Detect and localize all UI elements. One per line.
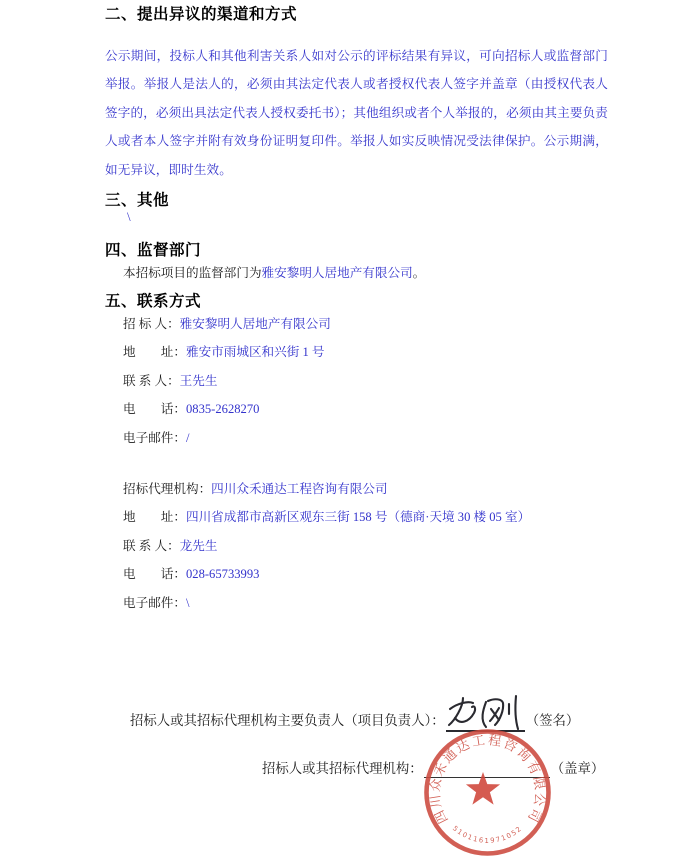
tenderer-contact-block <box>123 316 331 458</box>
agency-contactperson-row <box>123 538 530 554</box>
section-heading-contacts: 五、联系方式 <box>105 293 202 310</box>
section-heading-supervisor: 四、监督部门 <box>105 242 202 259</box>
objection-paragraph: 公示期间，投标人和其他利害关系人如对公示的评标结果有异议，可向招标人或监督部门举报。举报人是法人的，必须由其法定代表人或者授权代表人签字并盖章（由授权代表人签字的，必须出具法定代表人授权委托书）；其他组织或者个人举报的，必须由其主要负责人或者本人签字并附有效身份证明复印件。举报人如实反映情况受法律保护。公示期满，如无异议，即时生效。 <box>105 49 608 177</box>
agency-address-value: 四川省成都市高新区观东三街 158 号（德商·天境 30 楼 05 室） <box>185 510 531 525</box>
principal-suffix: （签名） <box>525 713 580 728</box>
supervisor-company: 雅安黎明人居地产有限公司 <box>261 266 413 280</box>
agency-name-label: 招标代理机构： <box>123 482 212 496</box>
agency-contactperson-label: 联 系 人： <box>123 538 180 553</box>
agency-email-row <box>123 595 530 611</box>
agency-email-label: 电子邮件： <box>123 595 186 610</box>
tenderer-name-value: 雅安黎明人居地产有限公司 <box>179 317 331 331</box>
tenderer-address-value: 雅安市雨城区和兴街 1 号 <box>185 345 325 360</box>
company-stamp <box>421 726 554 859</box>
agency-contactperson-value: 龙先生 <box>179 538 218 553</box>
agency-address-row <box>123 509 530 525</box>
tenderer-email-label: 电子邮件： <box>123 430 186 445</box>
tenderer-address-row <box>123 344 331 360</box>
agency-name-row <box>123 481 530 497</box>
tenderer-name-row <box>123 316 331 332</box>
supervisor-line <box>123 265 425 281</box>
tenderer-address-label: 地 址： <box>123 345 186 360</box>
tenderer-phone-value: 0835-2628270 <box>185 402 260 417</box>
org-label: 招标人或其招标代理机构： <box>262 761 423 776</box>
tenderer-phone-row <box>123 401 331 417</box>
agency-phone-label: 电 话： <box>123 567 186 582</box>
tenderer-contactperson-value: 王先生 <box>179 373 218 388</box>
tenderer-email-value: / <box>185 430 190 445</box>
agency-email-value: \ <box>185 595 190 610</box>
supervisor-suffix: 。 <box>412 266 426 280</box>
stamp-code: 5101161971052 <box>451 824 524 845</box>
tenderer-contactperson-row <box>123 373 331 389</box>
tenderer-phone-label: 电 话： <box>123 402 186 417</box>
other-content: \ <box>127 209 131 224</box>
section-heading-objection: 二、提出异议的渠道和方式 <box>105 6 298 23</box>
tenderer-email-row <box>123 430 331 446</box>
agency-phone-row <box>123 566 530 582</box>
agency-phone-value: 028-65733993 <box>185 567 260 582</box>
supervisor-prefix: 本招标项目的监督部门为 <box>123 266 262 280</box>
agency-name-value: 四川众禾通达工程咨询有限公司 <box>211 482 388 496</box>
stamp-code-text-holder <box>451 824 524 845</box>
section-heading-other: 三、其他 <box>105 192 170 209</box>
tenderer-contactperson-label: 联 系 人： <box>123 373 180 388</box>
principal-signature-line <box>130 694 579 730</box>
principal-label: 招标人或其招标代理机构主要负责人（项目负责人）： <box>130 713 445 728</box>
org-suffix: （盖章） <box>550 761 605 776</box>
tenderer-name-label: 招 标 人： <box>123 317 180 331</box>
stamp-company-name: 四川众禾通达工程咨询有限公司 <box>427 732 548 827</box>
agency-contact-block <box>123 481 530 623</box>
agency-address-label: 地 址： <box>123 510 186 525</box>
stamp-star <box>466 772 500 805</box>
